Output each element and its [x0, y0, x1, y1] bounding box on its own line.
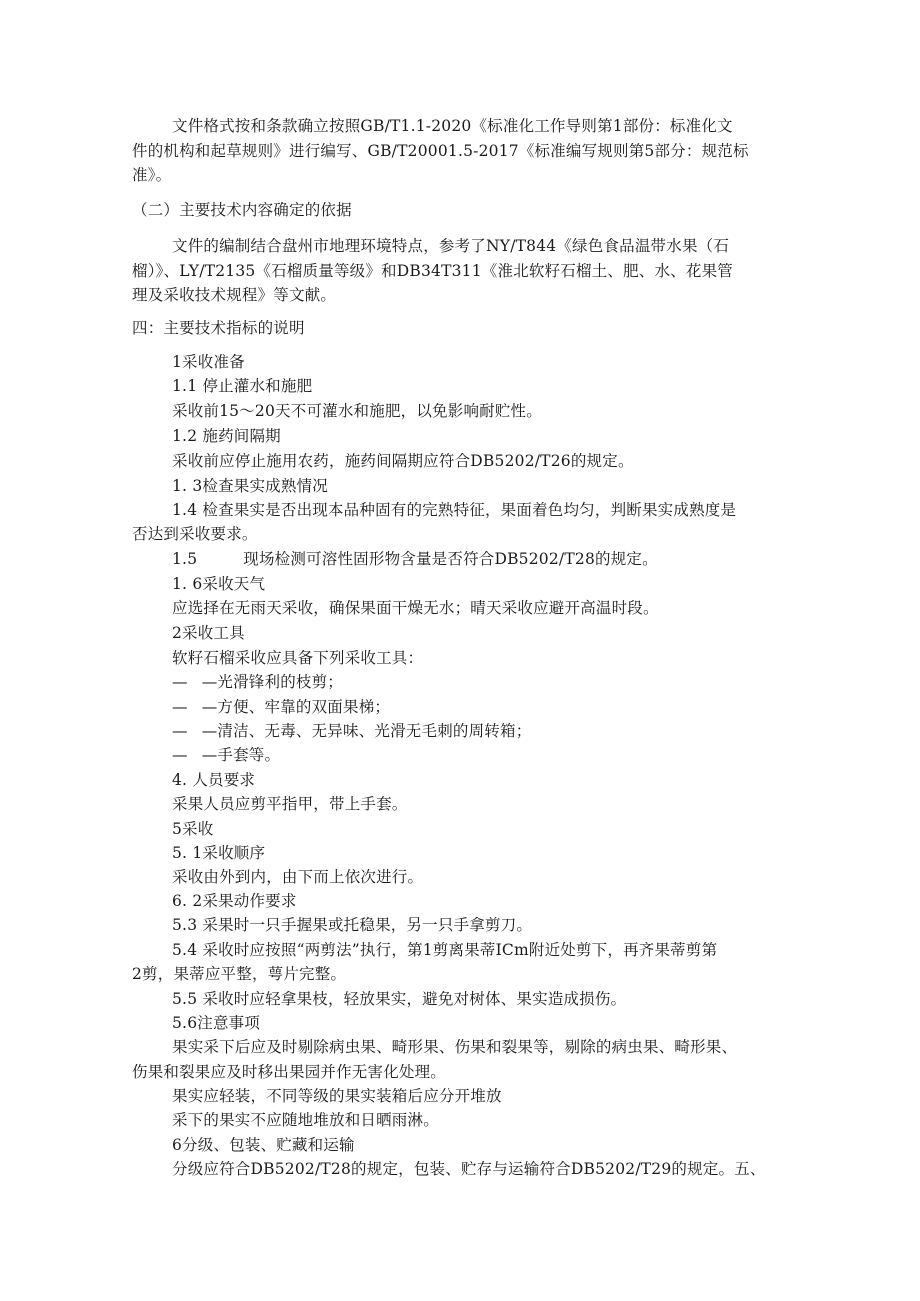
section-5-1-text: 采收由外到内，由下而上依次进行。 [172, 868, 424, 886]
section-2-heading: 2采收工具 [172, 624, 245, 642]
dash-bullet: — [172, 698, 188, 716]
format-para-line-3: 准》。 [132, 166, 172, 184]
section-1-6-text: 应选择在无雨天采收，确保果面干燥无水；晴天采收应避开高温时段。 [172, 599, 659, 617]
section-5-6-line-4: 采下的果实不应随地堆放和日晒雨淋。 [172, 1111, 439, 1129]
section-5-4-line-1: 5.4 采收时应按照“两剪法”执行，第1剪离果蒂ICm附近处剪下，再齐果蒂剪第 [172, 941, 718, 959]
section-1-4-line-1: 1.4 检查果实是否出现本品种固有的完熟特征，果面着色均匀，判断果实成熟度是 [172, 501, 737, 519]
section-4-text: 采果人员应剪平指甲，带上手套。 [172, 795, 408, 813]
tool-item-text: —光滑锋利的枝剪； [201, 673, 344, 691]
section-1-heading: 1采收准备 [172, 353, 245, 371]
section-5-4-line-2: 2剪，果蒂应平整，萼片完整。 [132, 965, 347, 983]
tool-item [172, 745, 280, 765]
format-para-line-1: 文件格式按和条款确立按照GB/T1.1-2020《标准化工作导则第1部份：标准化文 [172, 117, 733, 135]
indicators-heading: 四：主要技术指标的说明 [132, 319, 305, 337]
basis-para-line-1: 文件的编制结合盘州市地理环境特点，参考了NY/T844《绿色食品温带水果（石 [172, 237, 730, 255]
section-4-heading: 4. 人员要求 [172, 771, 256, 789]
dash-bullet: — [172, 746, 188, 764]
section-6-heading: 6分级、包装、贮藏和运输 [172, 1136, 355, 1154]
format-para-line-2: 件的机构和起草规则》进行编写、GB/T20001.5-2017《标准编写规则第5部分：规范标 [132, 142, 749, 160]
section-5-5: 5.5 采收时应轻拿果枝，轻放果实，避免对树体、果实造成损伤。 [172, 990, 627, 1008]
dash-bullet: — [172, 722, 188, 740]
section-5-3: 5.3 采果时一只手握果或托稳果，另一只手拿剪刀。 [172, 916, 533, 934]
section-1-5 [172, 549, 658, 569]
basis-para-line-3: 理及采收技术规程》等文献。 [132, 286, 337, 304]
section-1-2-text: 采收前应停止施用农药，施药间隔期应符合DB5202/T26的规定。 [172, 452, 634, 470]
section-5-1-heading: 5. 1采收顺序 [172, 844, 266, 862]
section-6-text: 分级应符合DB5202/T28的规定，包装、贮存与运输符合DB5202/T29的规定。五、 [172, 1160, 766, 1178]
section-5-heading: 5采收 [172, 820, 214, 838]
section-2-text: 软籽石榴采收应具备下列采收工具： [172, 649, 424, 667]
section-1-6-heading: 1. 6采收天气 [172, 575, 266, 593]
section-5-6-line-1: 果实采下后应及时剔除病虫果、畸形果、伤果和裂果等，剔除的病虫果、畸形果、 [172, 1038, 738, 1056]
tool-item-text: —手套等。 [201, 746, 281, 764]
tool-item [172, 672, 343, 692]
section-5-6-line-2: 伤果和裂果应及时移出果园并作无害化处理。 [132, 1063, 447, 1081]
section-1-5-number: 1.5 [172, 550, 198, 568]
section-1-5-text: 现场检测可溶性固形物含量是否符合DB5202/T28的规定。 [243, 550, 658, 568]
tool-item-text: —清洁、无毒、无异味、光滑无毛刺的周转箱； [201, 722, 532, 740]
basis-para-line-2: 榴）》、LY/T2135《石榴质量等级》和DB34T311《淮北软籽石榴土、肥、水、花果管 [132, 262, 734, 280]
section-6-2-heading: 6. 2采果动作要求 [172, 892, 297, 910]
section-5-6-line-3: 果实应轻装，不同等级的果实装箱后应分开堆放 [172, 1087, 502, 1105]
section-1-4-line-2: 否达到采收要求。 [132, 525, 258, 543]
dash-bullet: — [172, 673, 188, 691]
section-1-2-heading: 1.2 施药间隔期 [172, 427, 281, 445]
basis-heading: （二）主要技术内容确定的依据 [132, 201, 352, 219]
section-1-3-heading: 1. 3检查果实成熟情况 [172, 477, 328, 495]
section-5-6-heading: 5.6注意事项 [172, 1014, 261, 1032]
section-1-1-text: 采收前15～20天不可灌水和施肥，以免影响耐贮性。 [172, 402, 542, 420]
section-1-1-heading: 1.1 停止灌水和施肥 [172, 377, 313, 395]
tool-item [172, 721, 531, 741]
tool-item [172, 697, 390, 717]
tool-item-text: —方便、牢靠的双面果梯； [201, 698, 391, 716]
